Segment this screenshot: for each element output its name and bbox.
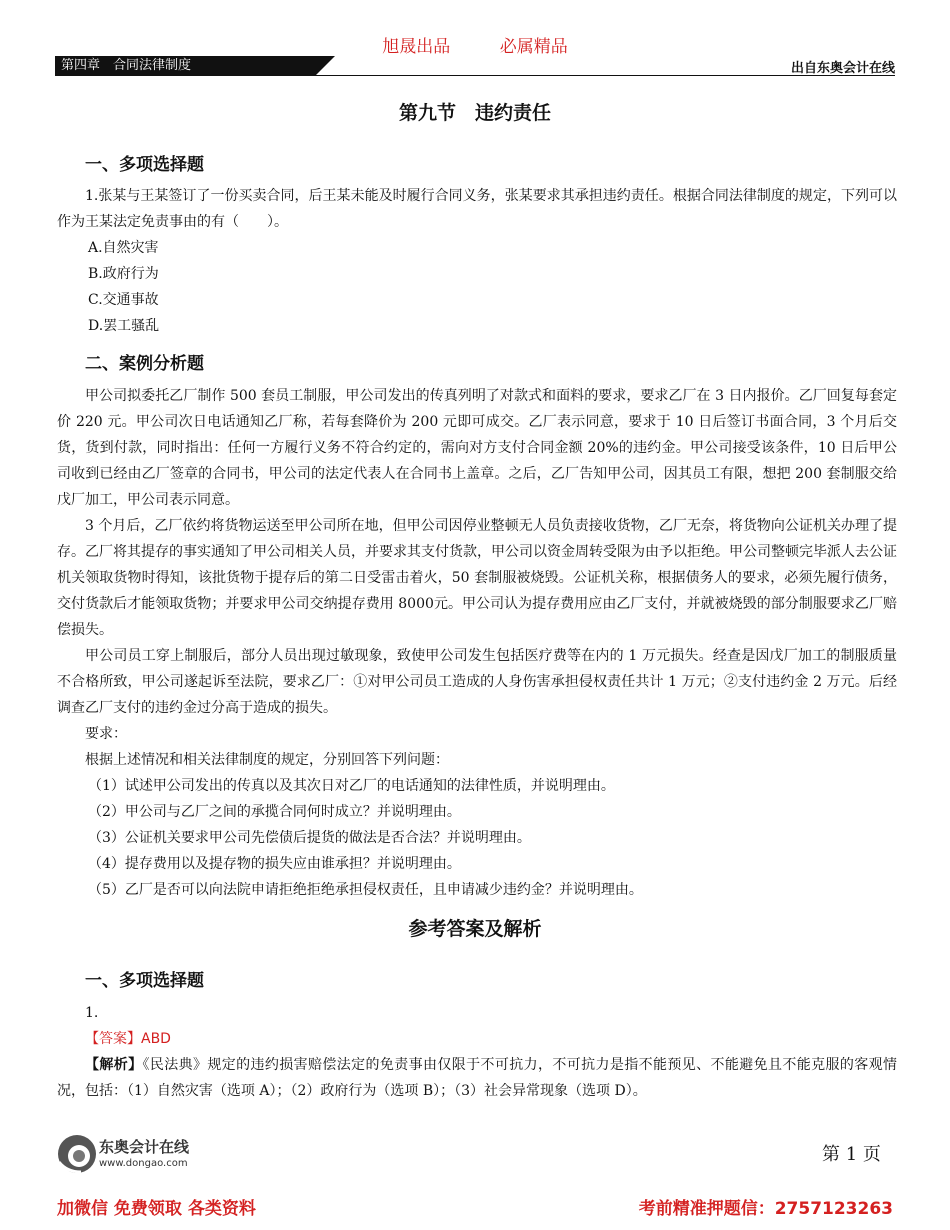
part1-question-block <box>57 183 897 339</box>
logo-mark-icon <box>55 1132 99 1176</box>
part1-heading: 一、多项选择题 <box>85 155 204 175</box>
case-question: （4）提存费用以及提存物的损失应由谁承担？并说明理由。 <box>88 856 461 872</box>
promo-left: 加微信 免费领取 各类资料 <box>57 1199 256 1219</box>
logo-text: 东奥会计在线 <box>99 1138 190 1156</box>
case-question: （2）甲公司与乙厂之间的承揽合同何时成立？并说明理由。 <box>88 804 461 820</box>
answer-line <box>57 1026 897 1052</box>
banner-right: 必属精品 <box>499 37 568 57</box>
promo-right: 考前精准押题信：2757123263 <box>638 1199 893 1219</box>
case-paragraph: 甲公司员工穿上制服后，部分人员出现过敏现象，致使甲公司发生包括医疗费等在内的 1 万元损失。经查是因戊厂加工的制服质量不合格所致，甲公司遂起诉至法院，要求乙厂：①对甲公司员工造成的人身伤害承担侵权责任共计 1 万元；②支付违约金 2 万元。后经调查乙厂支付的违约金过分高于造成的损失。 <box>57 648 897 716</box>
answer-block <box>57 1000 897 1104</box>
option-c: C.交通事故 <box>88 292 159 308</box>
banner-left: 旭晟出品 <box>382 37 451 57</box>
top-banner <box>0 32 950 57</box>
analysis-line <box>57 1052 897 1104</box>
part2-heading: 二、案例分析题 <box>85 354 204 374</box>
analysis-tag: 【解析】 <box>85 1057 143 1073</box>
answer-tag: 【答案】 <box>85 1031 141 1047</box>
answers-heading: 一、多项选择题 <box>85 971 204 991</box>
answer-number: 1. <box>85 1005 99 1021</box>
header-divider <box>55 75 895 76</box>
analysis-text: 《民法典》规定的违约损害赔偿法定的免责事由仅限于不可抗力，不可抗力是指不能预见、不能避免且不能克服的客观情况，包括：（1）自然灾害（选项 A）；（2）政府行为（选项 B）；（3）社会异常现象（选项 D）。 <box>57 1057 897 1099</box>
case-block <box>57 383 897 903</box>
requirement-intro: 根据上述情况和相关法律制度的规定，分别回答下列问题： <box>85 752 449 768</box>
option-d: D.罢工骚乱 <box>88 318 160 334</box>
answers-title: 参考答案及解析 <box>408 918 542 940</box>
dongao-logo <box>55 1132 235 1176</box>
header-bar <box>55 56 895 76</box>
case-question: （5）乙厂是否可以向法院申请拒绝拒绝承担侵权责任，且申请减少违约金？并说明理由。 <box>88 882 643 898</box>
page-number: 第 1 页 <box>822 1144 881 1165</box>
case-paragraph: 3 个月后，乙厂依约将货物运送至甲公司所在地，但甲公司因停业整顿无人员负责接收货物，乙厂无奈，将货物向公证机关办理了提存。乙厂将其提存的事实通知了甲公司相关人员，并要求其支付货款，甲公司以资金周转受限为由予以拒绝。甲公司整顿完毕派人去公证机关领取货物时得知，该批货物于提存后的第二日受雷击着火，50 套制服被烧毁。公证机关称，根据债务人的要求，必须先履行债务，交付货款后才能领取货物；并要求甲公司交纳提存费用 8000元。甲公司认为提存费用应由乙厂支付，并就被烧毁的部分制服要求乙厂赔偿损失。 <box>57 518 897 638</box>
source-label: 出自东奥会计在线 <box>790 61 895 76</box>
case-question: （1）试述甲公司发出的传真以及其次日对乙厂的电话通知的法律性质，并说明理由。 <box>88 778 615 794</box>
chapter-label: 第四章 合同法律制度 <box>55 56 315 76</box>
chapter-tab-tip <box>315 56 335 76</box>
option-b: B.政府行为 <box>88 266 159 282</box>
case-question: （3）公证机关要求甲公司先偿债后提货的做法是否合法？并说明理由。 <box>88 830 531 846</box>
case-paragraph: 甲公司拟委托乙厂制作 500 套员工制服，甲公司发出的传真列明了对款式和面料的要求，要求乙厂在 3 日内报价。乙厂回复每套定价 220 元。甲公司次日电话通知乙厂称，若每套降价为 200 元即可成交。乙厂表示同意，要求于 10 日后签订书面合同，3 个月后交货，货到付款，同时指出：任何一方履行义务不符合约定的，需向对方支付合同金额 20%的违约金。甲公司接受该条件，10 日后甲公司收到已经由乙厂签章的合同书，甲公司的法定代表人在合同书上盖章。之后，乙厂告知甲公司，因其员工有限，想把 200 套制服交给戊厂加工，甲公司表示同意。 <box>57 388 897 508</box>
answer-value: ABD <box>141 1031 171 1047</box>
question-1: 1.张某与王某签订了一份买卖合同，后王某未能及时履行合同义务，张某要求其承担违约责任。根据合同法律制度的规定，下列可以作为王某法定免责事由的有（ ）。 <box>57 188 897 230</box>
requirement-label: 要求： <box>85 726 127 742</box>
logo-url: www.dongao.com <box>99 1158 188 1169</box>
section-title: 第九节 违约责任 <box>398 102 551 124</box>
option-a: A.自然灾害 <box>88 240 159 256</box>
